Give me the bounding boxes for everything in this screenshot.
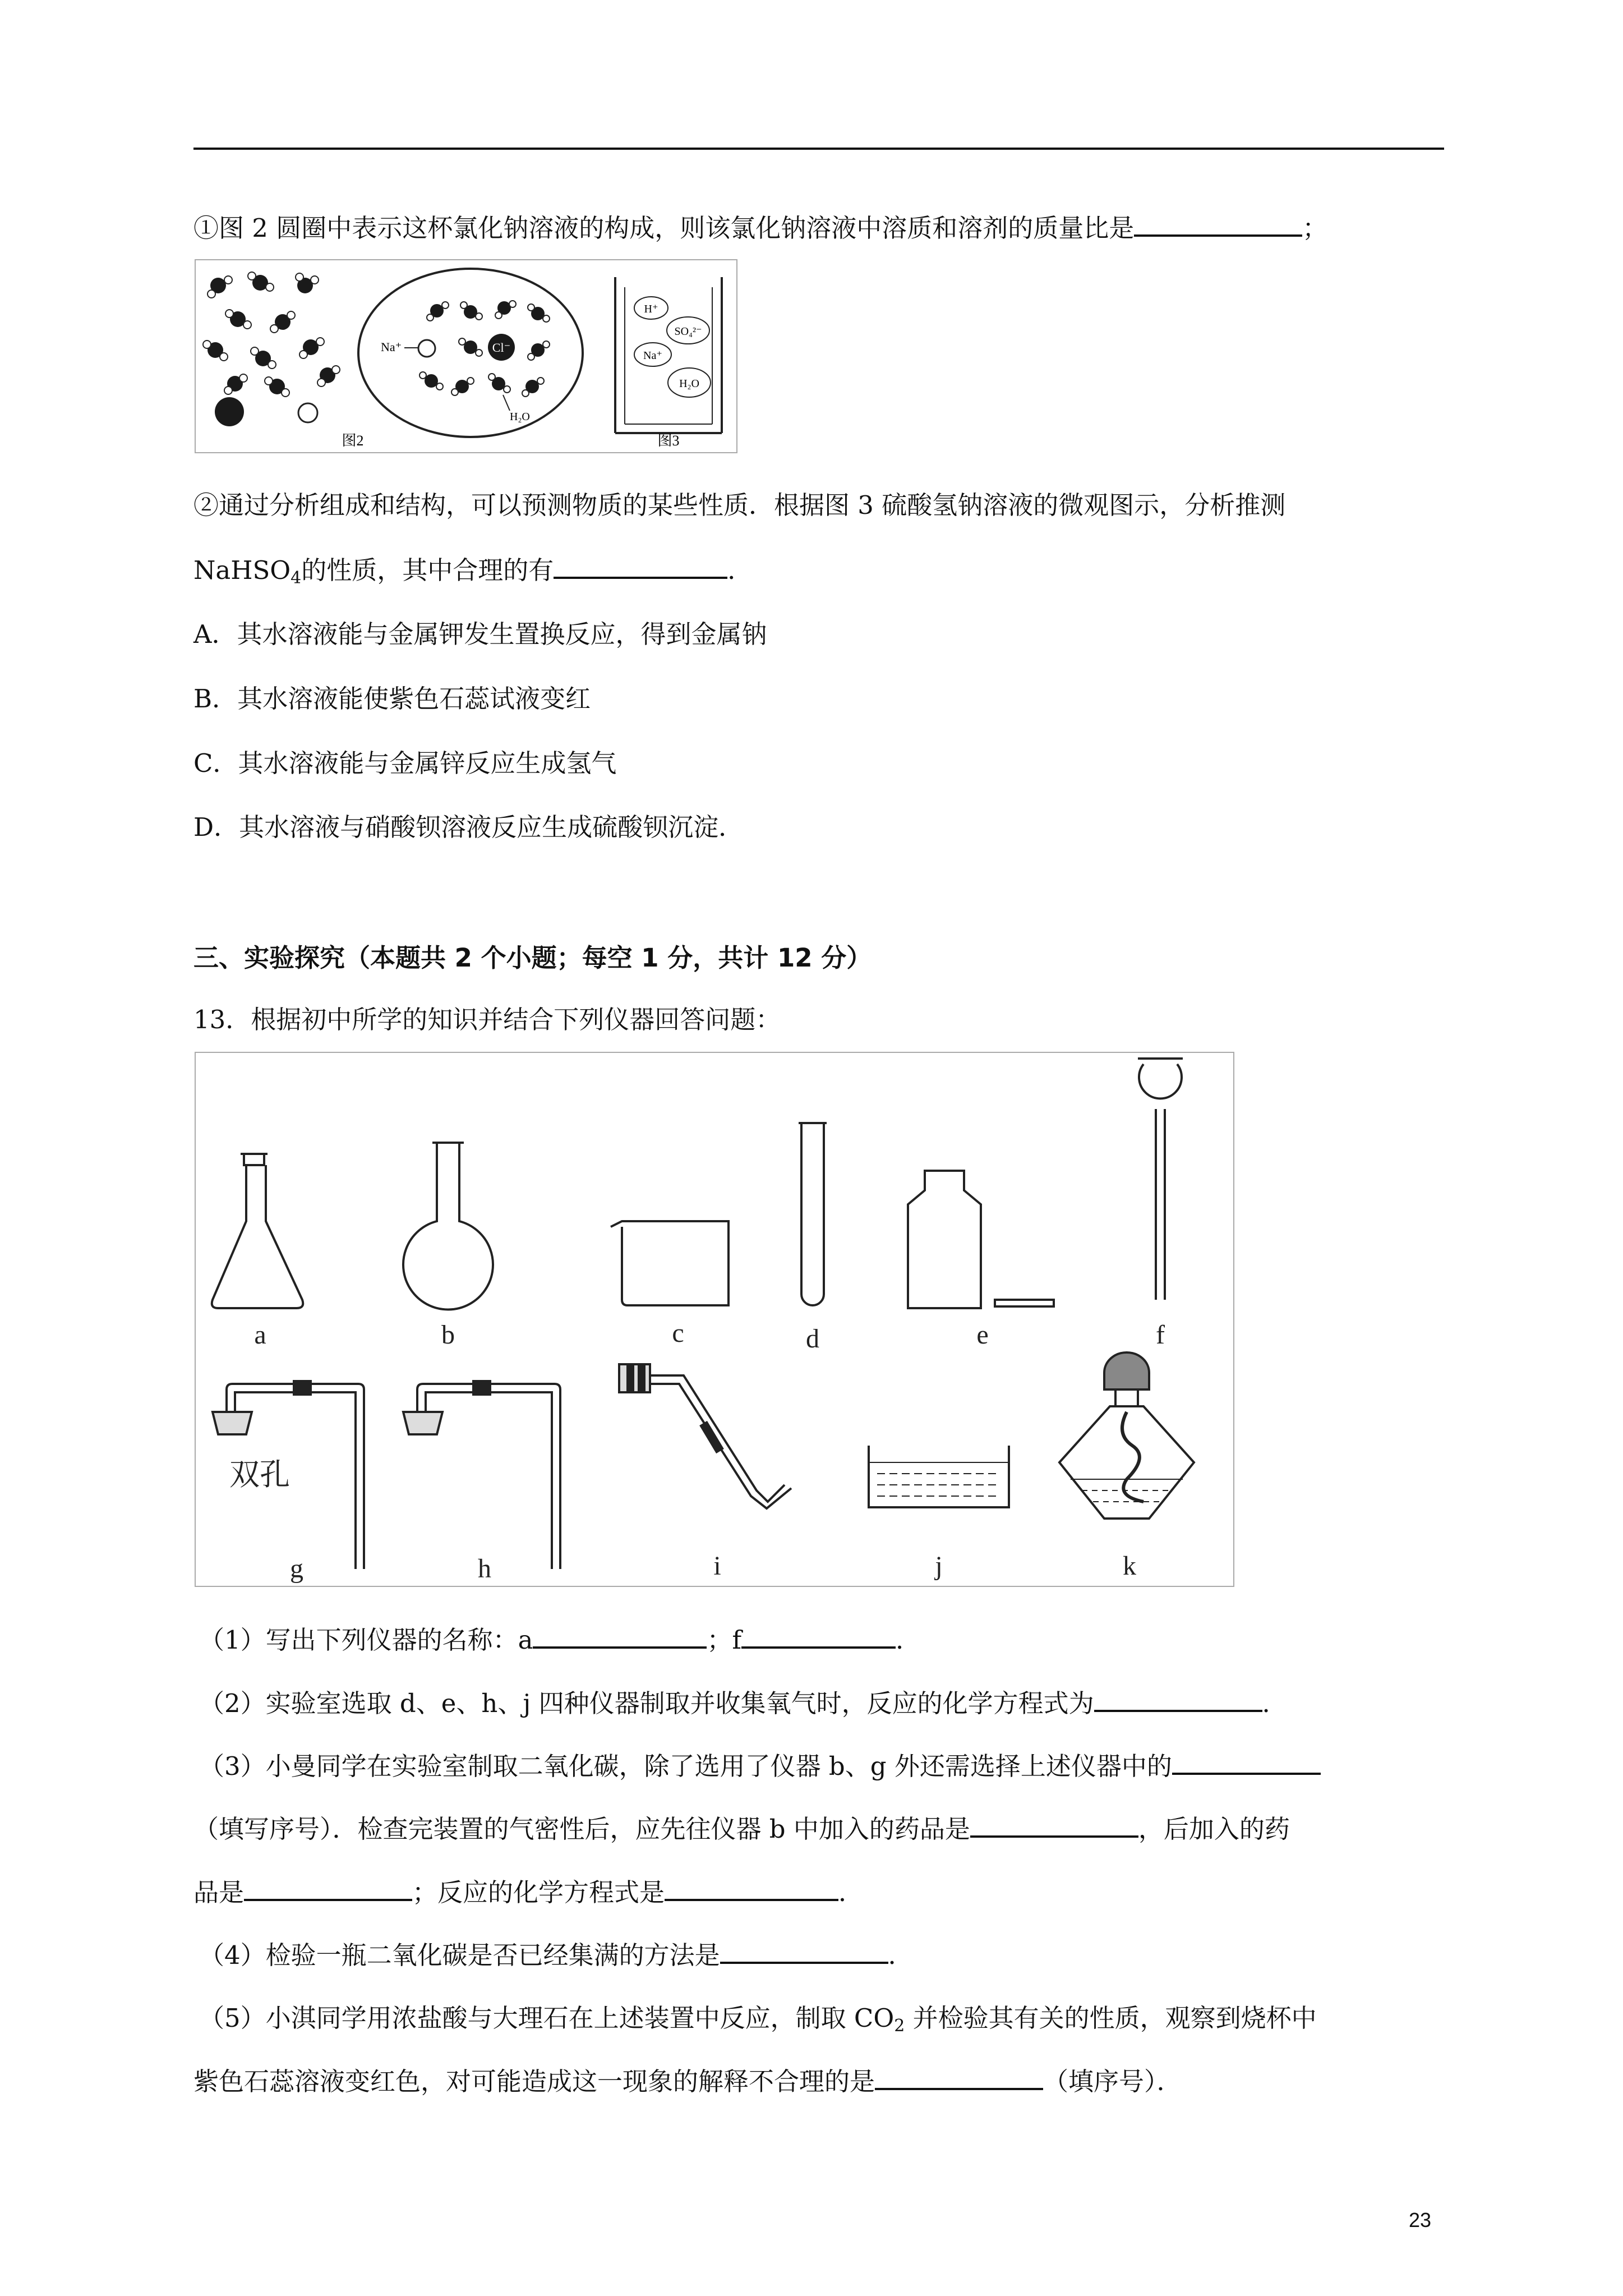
section-heading: 三、实验探究（本题共 2 个小题；每空 1 分，共计 12 分） [193, 943, 872, 973]
svg-text:e: e [976, 1320, 989, 1350]
svg-text:h: h [478, 1554, 491, 1584]
svg-text:j: j [935, 1551, 943, 1581]
stopper-tube-h [403, 1381, 560, 1569]
conical-flask-a [212, 1154, 303, 1308]
apparatus-diagram [196, 1053, 1233, 1586]
q13-part3-line3: 品是 ；反应的化学方程式是 ． [193, 1878, 864, 1907]
na-ion-label-fig3: Na⁺ [643, 349, 662, 362]
beaker-c [611, 1221, 728, 1305]
svg-text:i: i [713, 1551, 721, 1581]
na-ion-label: Na⁺ [381, 340, 402, 354]
h-ion-label: H⁺ [644, 303, 658, 315]
water-molecules-outside [203, 272, 340, 397]
fig2-caption: 图2 [342, 432, 364, 449]
page-number: 23 [1409, 2208, 1432, 2231]
thistle-funnel-f [1138, 1059, 1183, 1300]
answer-blank[interactable] [720, 1939, 888, 1964]
q12-part1-text: ①图 2 圆圈中表示这杯氯化钠溶液的构成，则该氯化钠溶液中溶质和溶剂的质量比是 [193, 213, 1135, 243]
answer-blank[interactable] [1134, 212, 1302, 237]
gas-jar-e [908, 1171, 1054, 1308]
alcohol-lamp-k [1059, 1352, 1194, 1519]
answer-blank[interactable] [1172, 1750, 1321, 1775]
answer-blank-a[interactable] [533, 1624, 707, 1649]
h2o-label-fig3: H₂O [679, 378, 699, 390]
beaker-fig3 [615, 277, 722, 433]
svg-text:k: k [1123, 1551, 1136, 1581]
q13-part5-line1: （5）小淇同学用浓盐酸与大理石在上述装置中反应，制取 $CO_2$ 并检验其有关的性质，观察到烧杯中 [199, 2003, 1317, 2036]
svg-text:f: f [1156, 1320, 1165, 1350]
option-a: A．其水溶液能与金属钾发生置换反应，得到金属钠 [193, 619, 767, 649]
option-c: C．其水溶液能与金属锌反应生成氢气 [193, 748, 617, 778]
na-ion [418, 340, 435, 357]
svg-text:g: g [290, 1554, 303, 1584]
svg-text:c: c [672, 1318, 684, 1348]
q12-part1: ①图 2 圆圈中表示这杯氯化钠溶液的构成，则该氯化钠溶液中溶质和溶剂的质量比是 ； [193, 213, 1328, 243]
cl-ion-label: Cl⁻ [492, 341, 511, 355]
answer-blank[interactable] [875, 2065, 1043, 2090]
answer-blank[interactable] [554, 554, 727, 579]
chloride-ion-large [215, 397, 244, 426]
q12-part2-line1: ②通过分析组成和结构，可以预测物质的某些性质．根据图 3 硫酸氢钠溶液的微观图示，分析推测 [193, 490, 1286, 520]
water-molecules-inside [419, 301, 550, 397]
q13-part3-line1: （3）小曼同学在实验室制取二氧化碳，除了选用了仪器 b、g 外还需选择上述仪器中的 [199, 1750, 1321, 1782]
q13-stem: 13．根据初中所学的知识并结合下列仪器回答问题： [193, 1005, 781, 1034]
delivery-tube-i [619, 1364, 791, 1508]
h2o-label: H₂O [510, 411, 530, 423]
svg-text:a: a [254, 1320, 266, 1350]
double-hole-label: 双孔 [229, 1458, 290, 1492]
q13-part3-line2: （填写序号）．检查完装置的气密性后，应先往仪器 b 中加入的药品是 ，后加入的药 [193, 1814, 1290, 1844]
answer-blank-f[interactable] [741, 1624, 896, 1649]
so4-ion-label: SO₄²⁻ [674, 325, 702, 338]
svg-text:d: d [806, 1324, 819, 1354]
figure-apparatus [195, 1052, 1234, 1587]
answer-blank[interactable] [1094, 1687, 1262, 1712]
molecule-diagram [196, 260, 736, 452]
q13-part5-line2: 紫色石蕊溶液变红色，对可能造成这一现象的解释不合理的是 （填序号）． [193, 2067, 1182, 2096]
figure-solution-microstructure [195, 259, 737, 453]
header-rule [193, 148, 1444, 150]
q12-part2-line2: NaHSO$_4$的性质，其中合理的有 ． [193, 555, 753, 588]
option-b: B．其水溶液能使紫色石蕊试液变红 [193, 684, 591, 714]
option-d: D．其水溶液与硝酸钡溶液反应生成硫酸钡沉淀． [193, 812, 744, 842]
q13-part1: （1）写出下列仪器的名称：a ；f ． [199, 1625, 921, 1655]
sodium-ion-small [298, 403, 317, 422]
q13-part2: （2）实验室选取 d、e、h、j 四种仪器制取并收集氧气时，反应的化学方程式为 ． [199, 1688, 1288, 1718]
answer-blank[interactable] [665, 1876, 838, 1901]
q13-part4: （4）检验一瓶二氧化碳是否已经集满的方法是 ． [199, 1940, 914, 1970]
test-tube-d [799, 1123, 827, 1305]
water-trough-j [869, 1446, 1009, 1507]
svg-text:b: b [441, 1320, 455, 1350]
answer-blank[interactable] [970, 1813, 1138, 1838]
round-flask-b [403, 1143, 493, 1309]
answer-blank[interactable] [244, 1876, 412, 1901]
fig3-caption: 图3 [657, 432, 680, 449]
